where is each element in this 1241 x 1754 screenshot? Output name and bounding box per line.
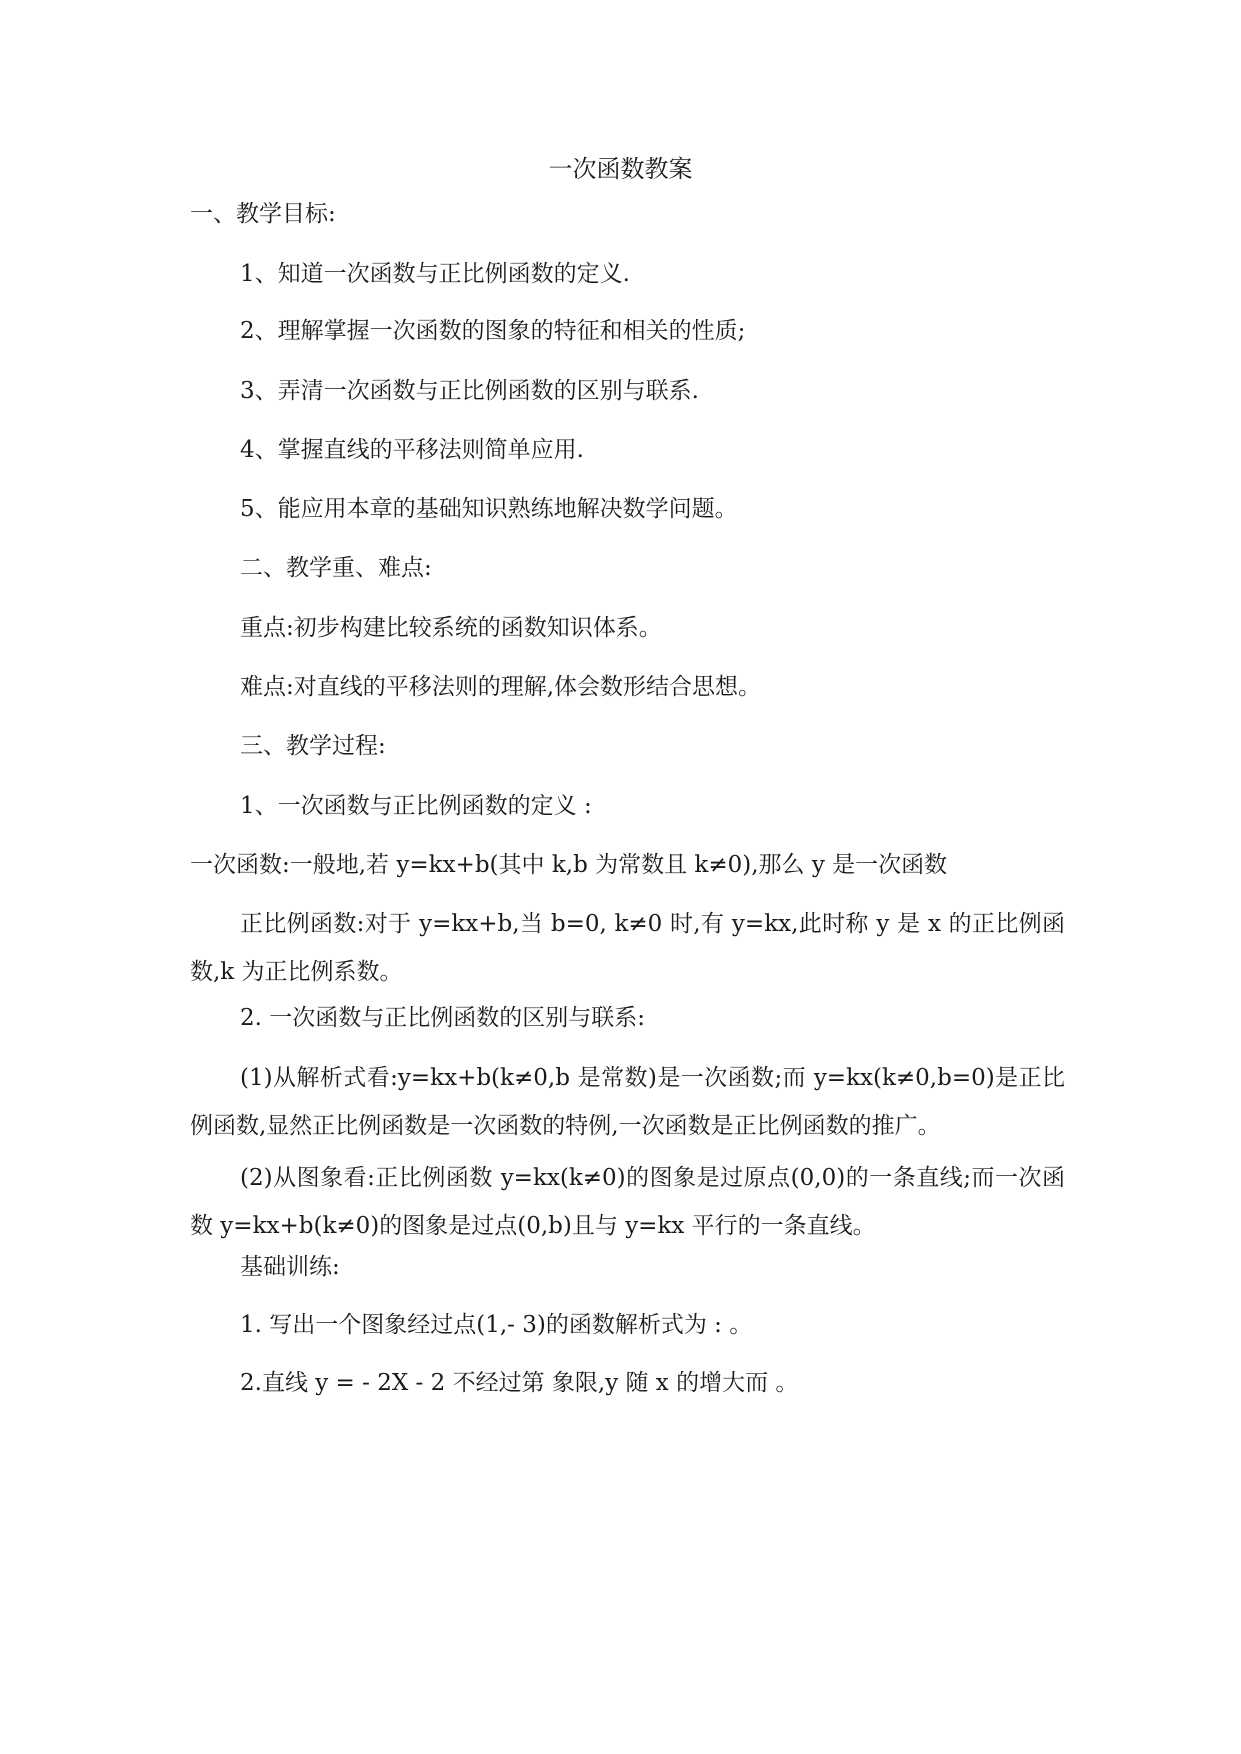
- difficult-point: 难点:对直线的平移法则的理解,体会数形结合思想。: [240, 674, 762, 700]
- goal-item-1: 1、知道一次函数与正比例函数的定义.: [240, 261, 630, 287]
- goal-item-5: 5、能应用本章的基础知识熟练地解决数学问题。: [240, 496, 738, 522]
- proportional-function-definition: 正比例函数:对于 y=kx+b,当 b=0, k≠0 时,有 y=kx,此时称 y 是 x 的正比例函数,k 为正比例系数。: [190, 911, 1065, 985]
- process-item-1: 1、一次函数与正比例函数的定义 :: [240, 793, 592, 819]
- goals-heading: 一、教学目标:: [190, 201, 336, 227]
- key-point: 重点:初步构建比较系统的函数知识体系。: [240, 615, 662, 641]
- training-heading: 基础训练:: [240, 1254, 340, 1280]
- exercise-2: 2.直线 y = - 2X - 2 不经过第 象限,y 随 x 的增大而 。: [240, 1370, 799, 1396]
- linear-function-definition: 一次函数:一般地,若 y=kx+b(其中 k,b 为常数且 k≠0),那么 y 是一次函数: [190, 852, 948, 878]
- key-heading: 二、教学重、难点:: [240, 555, 432, 581]
- goal-item-2: 2、理解掌握一次函数的图象的特征和相关的性质;: [240, 318, 746, 344]
- process-item-2: 2. 一次函数与正比例函数的区别与联系:: [240, 1005, 646, 1031]
- goal-item-4: 4、掌握直线的平移法则简单应用.: [240, 437, 584, 463]
- process-heading: 三、教学过程:: [240, 733, 386, 759]
- difference-by-expression: (1)从解析式看:y=kx+b(k≠0,b 是常数)是一次函数;而 y=kx(k≠0,b=0)是正比例函数,显然正比例函数是一次函数的特例,一次函数是正比例函数的推广。: [190, 1065, 1065, 1139]
- document-title: 一次函数教案: [548, 155, 693, 183]
- goal-item-3: 3、弄清一次函数与正比例函数的区别与联系.: [240, 378, 699, 404]
- difference-by-graph: (2)从图象看:正比例函数 y=kx(k≠0)的图象是过原点(0,0)的一条直线;而一次函数 y=kx+b(k≠0)的图象是过点(0,b)且与 y=kx 平行的一条直线。: [190, 1165, 1065, 1239]
- exercise-1: 1. 写出一个图象经过点(1,- 3)的函数解析式为 : 。: [240, 1312, 753, 1338]
